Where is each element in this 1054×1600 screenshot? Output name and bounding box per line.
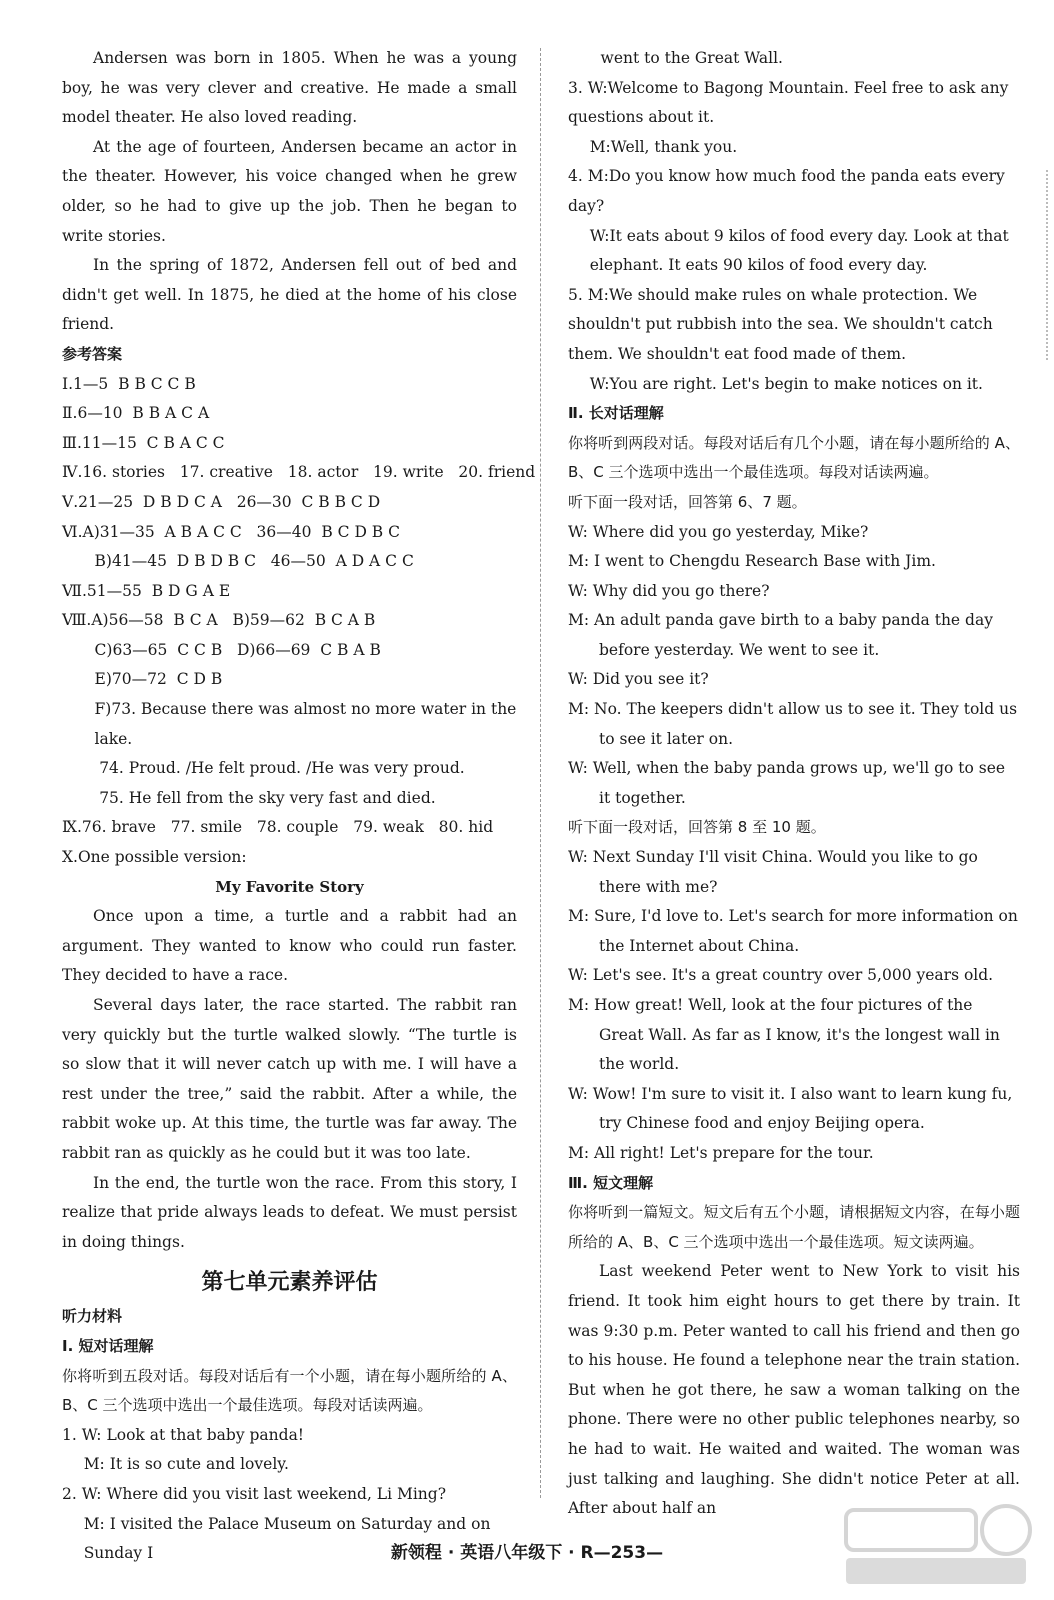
story-paragraph: In the spring of 1872, Andersen fell out of bed and didn't get well. In 1875, he died at the home of his close friend.: [62, 256, 517, 334]
answer-row: Ⅳ.16. stories 17. creative 18. actor 19. write 20. friend: [62, 463, 536, 482]
dialog-line: 4. M:Do you know how much food the panda eats every day?: [568, 167, 1005, 215]
answers-heading: 参考答案: [62, 344, 123, 363]
passage-paragraph: Last weekend Peter went to New York to visit his friend. It took him eight hours to get there by train. It was 9:30 p.m. Peter wanted to call his friend and then go to his house. He found a telephone near the train station. But when he got there, he saw a woman talking on the phone. There were no other public telephones nearby, so he had to wait. He waited and waited. The woman was just talking and laughing. She didn't notice Peter at all. After about half an: [568, 1262, 1020, 1518]
answer-row: Ⅹ.One possible version:: [62, 848, 247, 867]
dialog-line: W:You are right. Let's begin to make notices on it.: [589, 374, 983, 393]
short-dialog-3: [568, 74, 1020, 163]
dialog-line: 1. W: Look at that baby panda!: [62, 1425, 305, 1444]
section-heading: Ⅱ. 长对话理解: [568, 404, 664, 423]
dialog-line: 5. M:We should make rules on whale protection. We shouldn't put rubbish into the sea. We shouldn't catch them. We shouldn't eat food made of them.: [568, 285, 993, 363]
essay-paragraph: Several days later, the race started. The rabbit ran very quickly but the turtle walked slowly. “The turtle is so slow that it will never catch up with me. I will have a rest under the tree,” said the rabbit. After a while, the rabbit woke up. At this time, the turtle was far away. The rabbit ran as quickly as he could but it was too late.: [62, 996, 517, 1162]
answer-row: 74. Proud. /He felt proud. /He was very proud.: [99, 759, 465, 778]
dialog-line: W: Well, when the baby panda grows up, we'll go to see it together.: [568, 759, 1006, 807]
dialog-line: M: Sure, I'd love to. Let's search for more information on the Internet about China.: [568, 907, 1018, 955]
dialog-line: M: All right! Let's prepare for the tour.: [568, 1143, 874, 1162]
answer-row: Ⅸ.76. brave 77. smile 78. couple 79. weak 80. hid: [62, 818, 494, 837]
dialog-line: W: Let's see. It's a great country over 5,000 years old.: [568, 966, 994, 985]
page-footer: 新领程 · 英语八年级下 · R—253—: [390, 1543, 664, 1563]
answer-row: B)41—45 D B D B C 46—50 A D A C C: [94, 552, 414, 571]
short-dialog-5: [568, 281, 1020, 399]
dialog-line: M: It is so cute and lovely.: [83, 1455, 289, 1474]
unit-title: 第七单元素养评估: [201, 1270, 378, 1296]
answer-row: C)63—65 C C B D)66—69 C B A B: [94, 640, 381, 659]
question-prompt: 听下面一段对话，回答第 8 至 10 题。: [568, 818, 826, 837]
section-heading: Ⅰ. 短对话理解: [62, 1336, 154, 1355]
answer-row: Ⅷ.A)56—58 B C A B)59—62 B C A B: [62, 611, 376, 630]
watermark-logo: [836, 1500, 1036, 1590]
answer-row: Ⅲ.11—15 C B A C C: [62, 433, 225, 452]
listening-heading: 听力材料: [62, 1307, 123, 1326]
answer-row: Ⅶ.51—55 B D G A E: [62, 581, 231, 600]
section-heading: Ⅲ. 短文理解: [568, 1173, 654, 1192]
essay-paragraph: Once upon a time, a turtle and a rabbit had an argument. They wanted to know who could run faster. They decided to have a race.: [62, 907, 517, 985]
dialog-line: W: Why did you go there?: [568, 581, 770, 600]
essay-title: My Favorite Story: [215, 877, 364, 896]
dialog-line: W: Did you see it?: [568, 670, 709, 689]
story-paragraph: At the age of fourteen, Andersen became an actor in the theater. However, his voice changed when he grew older, so he had to give up the job. Then he began to write stories.: [62, 137, 517, 245]
dialog-line: M: How great! Well, look at the four pictures of the Great Wall. As far as I know, it's the longest wall in the world.: [568, 996, 1000, 1074]
dialog-line: W: Next Sunday I'll visit China. Would you like to go there with me?: [568, 848, 978, 896]
answer-row: 75. He fell from the sky very fast and died.: [99, 788, 436, 807]
section-instructions: 你将听到两段对话。每段对话后有几个小题，请在每小题所给的 A、B、C 三个选项中选出一个最佳选项。每段对话读两遍。: [568, 433, 1020, 482]
section-instructions: 你将听到一篇短文。短文后有五个小题，请根据短文内容，在每小题所给的 A、B、C 三个选项中选出一个最佳选项。短文读两遍。: [568, 1203, 1020, 1251]
dialog-line: M: I visited the Palace Museum on Saturday and on Sunday I: [83, 1514, 491, 1563]
answer-row: F)73. Because there was almost no more water in the lake.: [94, 700, 517, 748]
answer-row: Ⅰ.1—5 B B C C B: [62, 374, 196, 393]
short-dialog-4: [568, 162, 1020, 280]
dialog-line: W: Where did you go yesterday, Mike?: [568, 522, 869, 541]
answer-row: Ⅱ.6—10 B B A C A: [62, 404, 210, 423]
right-column: [568, 44, 1020, 1524]
dialog-line: W: Wow! I'm sure to visit it. I also want to learn kung fu, try Chinese food and enjoy Beijing opera.: [568, 1084, 1013, 1133]
answer-row: Ⅴ.21—25 D B D C A 26—30 C B B C D: [62, 492, 381, 511]
margin-dots: [1046, 170, 1048, 360]
question-prompt: 听下面一段对话，回答第 6、7 题。: [568, 492, 807, 511]
dialog-line: M: No. The keepers didn't allow us to see it. They told us to see it later on.: [568, 700, 1018, 748]
dialog-line: 2. W: Where did you visit last weekend, Li Ming?: [62, 1484, 447, 1503]
answer-row: E)70—72 C D B: [94, 670, 223, 689]
dialog-line: M:Well, thank you.: [589, 137, 738, 156]
dialog-line: 3. W:Welcome to Bagong Mountain. Feel free to ask any questions about it.: [568, 78, 1009, 127]
dialog-line: M: An adult panda gave birth to a baby panda the day before yesterday. We went to see it.: [568, 611, 993, 659]
story-paragraph: Andersen was born in 1805. When he was a young boy, he was very clever and creative. He made a small model theater. He also loved reading.: [62, 49, 517, 127]
essay-paragraph: In the end, the turtle won the race. From this story, I realize that pride always leads to defeat. We must persist in doing things.: [62, 1173, 517, 1251]
dialog-line: went to the Great Wall.: [600, 49, 783, 67]
column-divider: [540, 48, 541, 1498]
dialog-line: M: I went to Chengdu Research Base with Jim.: [568, 552, 936, 571]
dialog-line: W:It eats about 9 kilos of food every day. Look at that elephant. It eats 90 kilos of food every day.: [589, 226, 1009, 275]
answer-row: Ⅵ.A)31—35 A B A C C 36—40 B C D B C: [62, 522, 400, 541]
section-instructions: 你将听到五段对话。每段对话后有一个小题，请在每小题所给的 A、B、C 三个选项中选出一个最佳选项。每段对话读两遍。: [62, 1366, 517, 1415]
